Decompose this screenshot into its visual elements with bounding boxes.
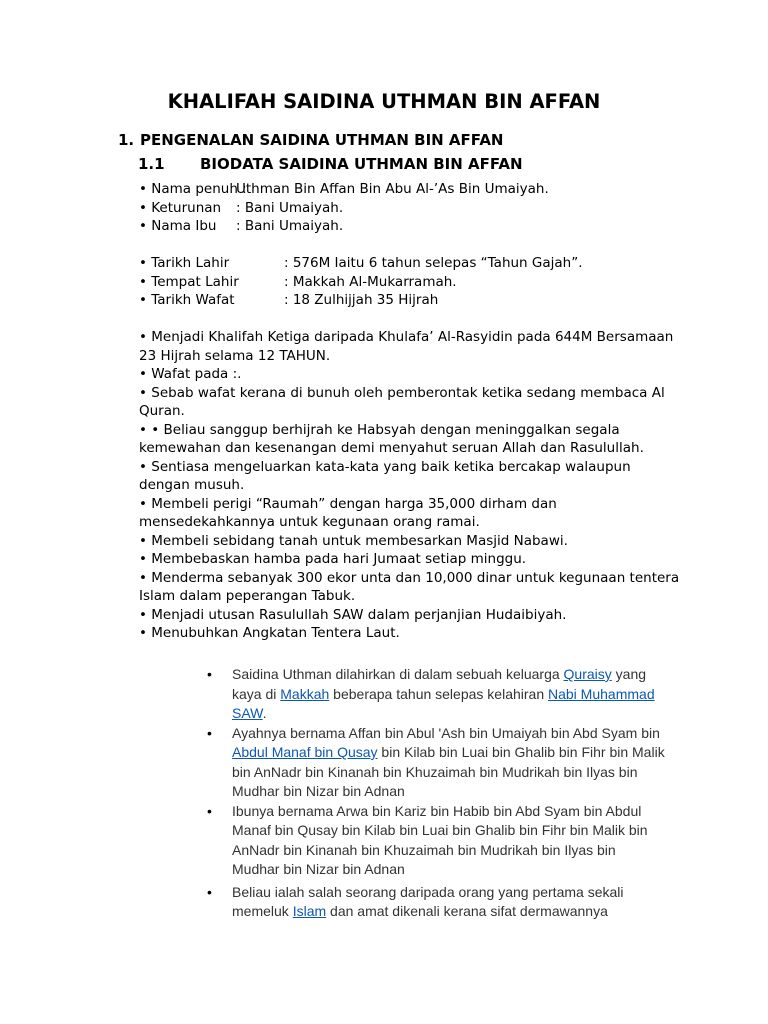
list-item	[207, 883, 667, 922]
fact-item: • Sebab wafat kerana di bunuh oleh pemberontak ketika sedang membaca Al Quran.	[139, 384, 665, 419]
bullet-icon: •	[207, 724, 212, 741]
fact-item: • Wafat pada :.	[139, 366, 242, 382]
list-text: Ayahnya bernama Affan bin Abul 'Ash bin Umaiyah bin Abd Syam bin	[232, 724, 660, 741]
document-title: KHALIFAH SAIDINA UTHMAN BIN AFFAN	[167, 90, 601, 113]
link-abdul-manaf[interactable]: Abdul Manaf bin Qusay	[232, 744, 378, 760]
bullet-icon: •	[207, 666, 212, 682]
list-item	[207, 802, 667, 880]
subsection-number: 1.1	[138, 155, 165, 173]
biodata-row	[139, 217, 679, 236]
section-heading-1	[118, 131, 503, 149]
link-nabi-muhammad[interactable]: Nabi Muhammad SAW	[232, 685, 655, 721]
biodata-group-2	[139, 254, 679, 310]
list-text: Beliau ialah salah seorang daripada orang yang pertama sekali memeluk	[232, 883, 624, 919]
list-text: yang kaya di	[232, 666, 647, 702]
list-text: dan amat dikenali kerana sifat dermawannya	[326, 903, 608, 919]
biodata-value: : Bani Umaiyah.	[236, 199, 344, 216]
fact-item: • • Beliau sanggup berhijrah ke Habsyah dengan meninggalkan segala kemewahan dan kesenangan demi menyahut seruan Allah dan Rasulullah.	[139, 421, 644, 456]
fact-item: • Sentiasa mengeluarkan kata-kata yang baik ketika bercakap walaupun dengan musuh.	[139, 458, 631, 493]
biodata-label: • Nama penuh :	[139, 181, 247, 197]
biodata-label: • Tarikh Lahir	[139, 255, 230, 271]
biodata-label: • Tempat Lahir	[139, 273, 239, 290]
wiki-bullet-list	[207, 665, 667, 922]
biodata-value: Uthman Bin Affan Bin Abu Al-’As Bin Umaiyah.	[236, 181, 549, 197]
link-islam[interactable]: Islam	[292, 903, 327, 919]
facts-list	[139, 328, 684, 643]
subsection-heading-1-1	[138, 155, 523, 173]
list-text: .	[262, 705, 267, 721]
biodata-value: : Bani Umaiyah.	[236, 218, 344, 234]
biodata-label: • Tarikh Wafat	[139, 292, 235, 308]
fact-item: • Membeli sebidang tanah untuk membesarkan Masjid Nabawi.	[139, 532, 568, 549]
bullet-icon: •	[207, 802, 212, 819]
link-quraisy[interactable]: Quraisy	[563, 666, 612, 682]
biodata-row	[139, 254, 679, 273]
biodata-value: : 18 Zulhijjah 35 Hijrah	[284, 292, 439, 308]
fact-item: • Menjadi Khalifah Ketiga daripada Khulafa’ Al-Rasyidin pada 644M Bersamaan 23 Hijrah selama 12 TAHUN.	[139, 329, 674, 364]
fact-item: • Menderma sebanyak 300 ekor unta dan 10,000 dinar untuk kegunaan tentera Islam dalam peperangan Tabuk.	[139, 569, 680, 604]
link-makkah[interactable]: Makkah	[280, 685, 330, 702]
section-label: PENGENALAN SAIDINA UTHMAN BIN AFFAN	[140, 131, 504, 149]
biodata-row	[139, 199, 679, 218]
biodata-row	[139, 273, 679, 292]
list-text: beberapa tahun selepas kelahiran	[329, 685, 548, 702]
list-item	[207, 724, 667, 802]
fact-item: • Membebaskan hamba pada hari Jumaat setiap minggu.	[139, 551, 527, 567]
list-text: bin Kilab bin Luai bin Ghalib bin Fihr bin Malik bin AnNadr bin Kinanah bin Khuzaimah bin Mudrikah bin Ilyas bin Mudhar bin Nizar bin Adnan	[232, 744, 665, 799]
list-text: Ibunya bernama Arwa bin Kariz bin Habib bin Abd Syam bin Abdul Manaf bin Qusay bin Kilab bin Luai bin Ghalib bin Fihr bin Malik bin AnNadr bin Kinanah bin Khuzaimah bin Mudrikah bin Ilyas bin Mudhar bin Nizar bin Adnan	[232, 802, 648, 877]
biodata-label: • Keturunan	[139, 199, 222, 216]
fact-item: • Membeli perigi “Raumah” dengan harga 35,000 dirham dan mensedekahkannya untuk kegunaan orang ramai.	[139, 495, 557, 530]
biodata-row	[139, 291, 679, 310]
list-item	[207, 665, 667, 724]
section-number: 1.	[118, 131, 135, 149]
biodata-group-1	[139, 180, 679, 236]
list-text: Saidina Uthman dilahirkan di dalam sebuah keluarga	[232, 666, 564, 682]
subsection-label: BIODATA SAIDINA UTHMAN BIN AFFAN	[200, 155, 523, 173]
fact-item: • Menubuhkan Angkatan Tentera Laut.	[139, 625, 400, 641]
biodata-row	[139, 180, 679, 199]
biodata-value: : Makkah Al-Mukarramah.	[284, 273, 457, 290]
bullet-icon: •	[207, 883, 212, 900]
biodata-label: • Nama Ibu	[139, 218, 217, 234]
biodata-value: : 576M Iaitu 6 tahun selepas “Tahun Gajah”.	[284, 255, 583, 271]
fact-item: • Menjadi utusan Rasulullah SAW dalam perjanjian Hudaibiyah.	[139, 606, 567, 623]
